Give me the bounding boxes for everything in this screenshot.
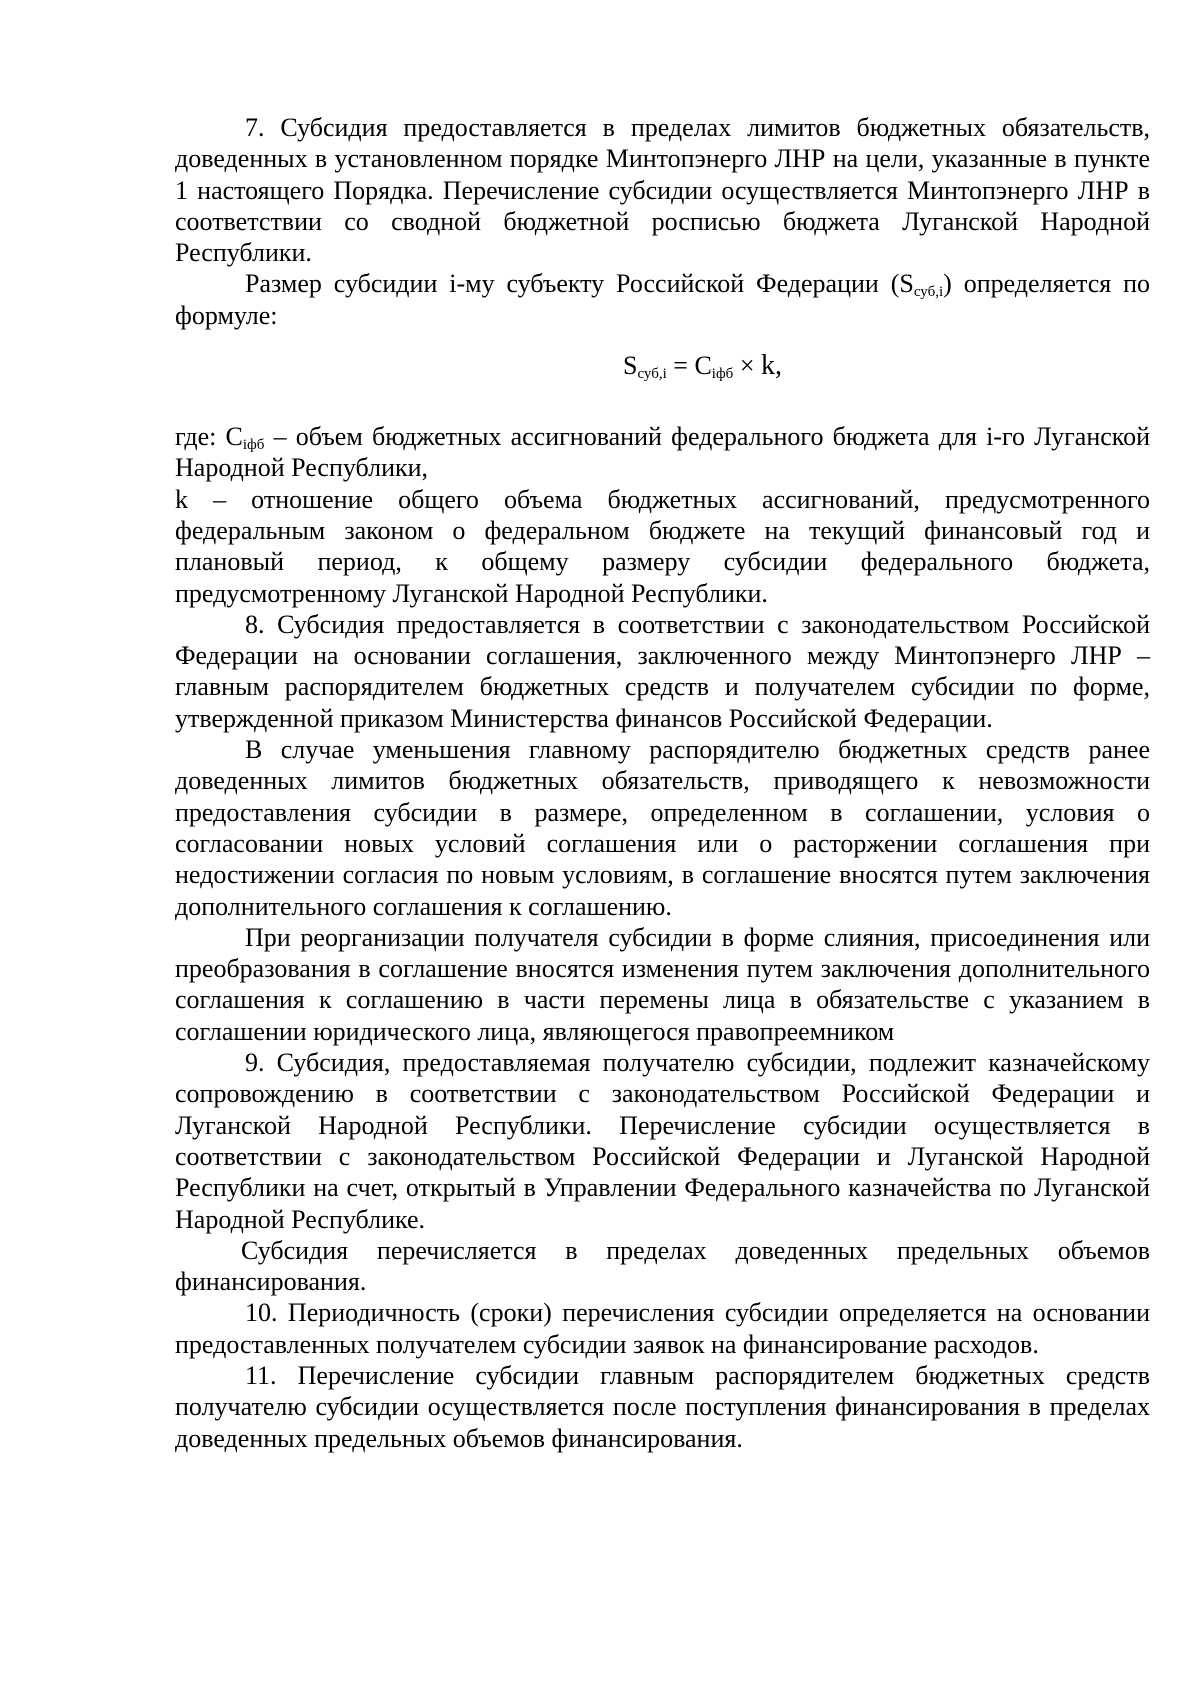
where-start: где: C	[175, 422, 243, 452]
paragraph-9-transfer: Субсидия перечисляется в пределах доведенных предельных объемов финансирования.	[175, 1235, 1150, 1297]
formula-s: S	[623, 351, 638, 381]
subsidy-formula	[175, 349, 1150, 383]
formula-s-subscript: суб,i	[637, 366, 667, 383]
paragraph-9: 9. Субсидия, предоставляемая получателю субсидии, подлежит казначейскому сопровождению в соответствии с законодательством Российской Федерации и Луганской Народной Республики. Перечисление субсидии осуществляется в соответствии с законодательством Российской Федерации и Луганской Народной Республики на счет, открытый в Управлении Федерального казначейства по Луганской Народной Республике.	[175, 1048, 1150, 1234]
subsidy-size-text: Размер субсидии i-му субъекту Российской Федерации (S	[245, 269, 914, 299]
formula-expression	[623, 349, 782, 383]
paragraph-8-reorganization: При реорганизации получателя субсидии в форме слияния, присоединения или преобразования в соглашение вносятся изменения путем заключения дополнительного соглашения к соглашению в части перемены лица в обязательстве с указанием в соглашении юридического лица, являющегося правопреемником	[175, 922, 1150, 1046]
where-tail: – объем бюджетных ассигнований федерального бюджета для i-го Луганской Народной Республики,	[175, 422, 1151, 483]
formula-c-subscript: iфб	[711, 366, 734, 383]
paragraph-where	[175, 421, 1150, 484]
formula-equals-c: = C	[666, 351, 712, 381]
paragraph-8: 8. Субсидия предоставляется в соответствии с законодательством Российской Федерации на основании соглашения, заключенного между Минтопэнерго ЛНР – главным распорядителем бюджетных средств и получателем субсидии по форме, утвержденной приказом Министерства финансов Российской Федерации.	[175, 609, 1150, 733]
subsidy-size-subscript: суб,i	[913, 284, 944, 301]
paragraph-8-reduction: В случае уменьшения главному распорядителю бюджетных средств ранее доведенных лимитов бюджетных обязательств, приводящего к невозможности предоставления субсидии в размере, определенном в соглашении, условия о согласовании новых условий соглашения или о расторжении соглашения при недостижении согласия по новым условиям, в соглашение вносятся путем заключения дополнительного соглашения к соглашению.	[175, 735, 1150, 921]
paragraph-11: 11. Перечисление субсидии главным распорядителем бюджетных средств получателю субсидии осуществляется после поступления финансирования в пределах доведенных предельных объемов финансирования.	[175, 1360, 1150, 1453]
paragraph-subsidy-size	[175, 268, 1150, 331]
paragraph-k-definition: k – отношение общего объема бюджетных ассигнований, предусмотренного федеральным законом о федеральном бюджете на текущий финансовый год и плановый период, к общему размеру субсидии федерального бюджета, предусмотренному Луганской Народной Республики.	[175, 484, 1150, 608]
where-subscript: iфб	[242, 437, 265, 454]
paragraph-7: 7. Субсидия предоставляется в пределах лимитов бюджетных обязательств, доведенных в установленном порядке Минтопэнерго ЛНР на цели, указанные в пункте 1 настоящего Порядка. Перечисление субсидии осуществляется Минтопэнерго ЛНР в соответствии со сводной бюджетной росписью бюджета Луганской Народной Республики.	[175, 113, 1150, 268]
formula-times: ×	[733, 351, 761, 381]
subsidy-size-tail: ) определяется по формуле:	[175, 269, 1151, 330]
formula-k: k,	[761, 350, 782, 382]
paragraph-10: 10. Периодичность (сроки) перечисления субсидии определяется на основании предоставленных получателем субсидии заявок на финансирование расходов.	[175, 1298, 1150, 1359]
document-body	[175, 112, 1150, 1454]
